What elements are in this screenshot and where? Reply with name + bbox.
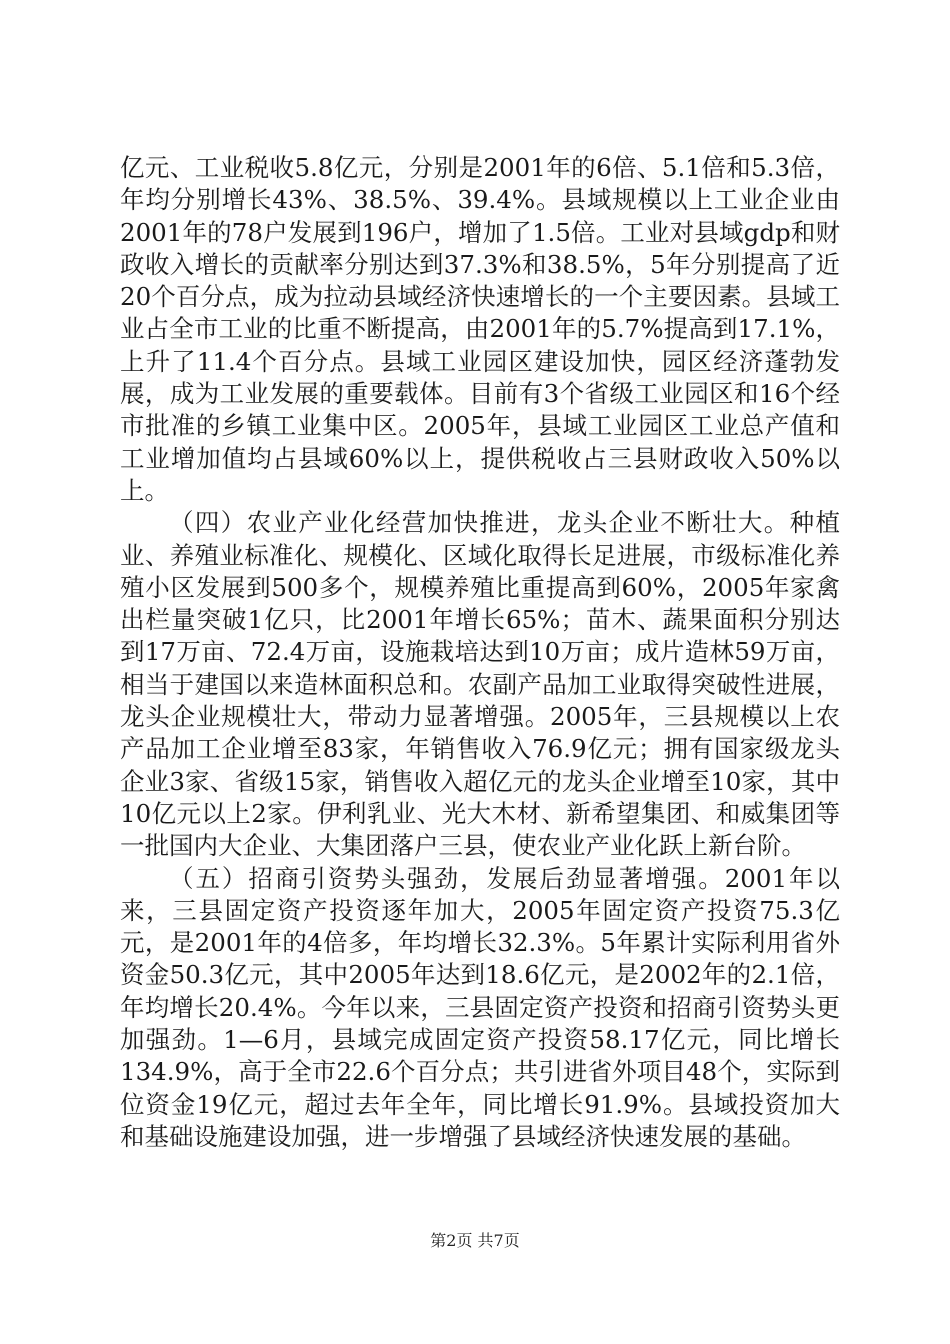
paragraph-industry: 亿元、工业税收5.8亿元，分别是2001年的6倍、5.1倍和5.3倍，年均分别增长43%、38.5%、39.4%。县域规模以上工业企业由2001年的78户发展到196户，增加了1.5倍。工业对县域gdp和财政收入增长的贡献率分别达到37.3%和38.5%，5年分别提高了近20个百分点，成为拉动县域经济快速增长的一个主要因素。县域工业占全市工业的比重不断提高，由2001年的5.7%提高到17.1%，上升了11.4个百分点。县域工业园区建设加快，园区经济蓬勃发展，成为工业发展的重要载体。目前有3个省级工业园区和16个经市批准的乡镇工业集中区。2005年，县域工业园区工业总产值和工业增加值均占县域60%以上，提供税收占三县财政收入50%以上。 <box>120 153 840 505</box>
paragraph-investment: （五）招商引资势头强劲，发展后劲显著增强。2001年以来，三县固定资产投资逐年加大，2005年固定资产投资75.3亿元，是2001年的4倍多，年均增长32.3%。5年累计实际利用省外资金50.3亿元，其中2005年达到18.6亿元，是2002年的2.1倍，年均增长20.4%。今年以来，三县固定资产投资和招商引资势头更加强劲。1—6月，县域完成固定资产投资58.17亿元，同比增长134.9%，高于全市22.6个百分点；共引进省外项目48个，实际到位资金19亿元，超过去年全年，同比增长91.9%。县域投资加大和基础设施建设加强，进一步增强了县域经济快速发展的基础。 <box>120 863 840 1151</box>
page-footer: 第2页 共7页 <box>430 1231 520 1250</box>
paragraph-agriculture: （四）农业产业化经营加快推进，龙头企业不断壮大。种植业、养殖业标准化、规模化、区域化取得长足进展，市级标准化养殖小区发展到500多个，规模养殖比重提高到60%，2005年家禽出栏量突破1亿只，比2001年增长65%；苗木、蔬果面积分别达到17万亩、72.4万亩，设施栽培达到10万亩；成片造林59万亩，相当于建国以来造林面积总和。农副产品加工业取得突破性进展，龙头企业规模壮大，带动力显著增强。2005年，三县规模以上农产品加工企业增至83家，年销售收入76.9亿元；拥有国家级龙头企业3家、省级15家，销售收入超亿元的龙头企业增至10家，其中10亿元以上2家。伊利乳业、光大木材、新希望集团、和威集团等一批国内大企业、大集团落户三县，使农业产业化跃上新台阶。 <box>120 508 840 861</box>
document-body <box>120 152 840 1153</box>
